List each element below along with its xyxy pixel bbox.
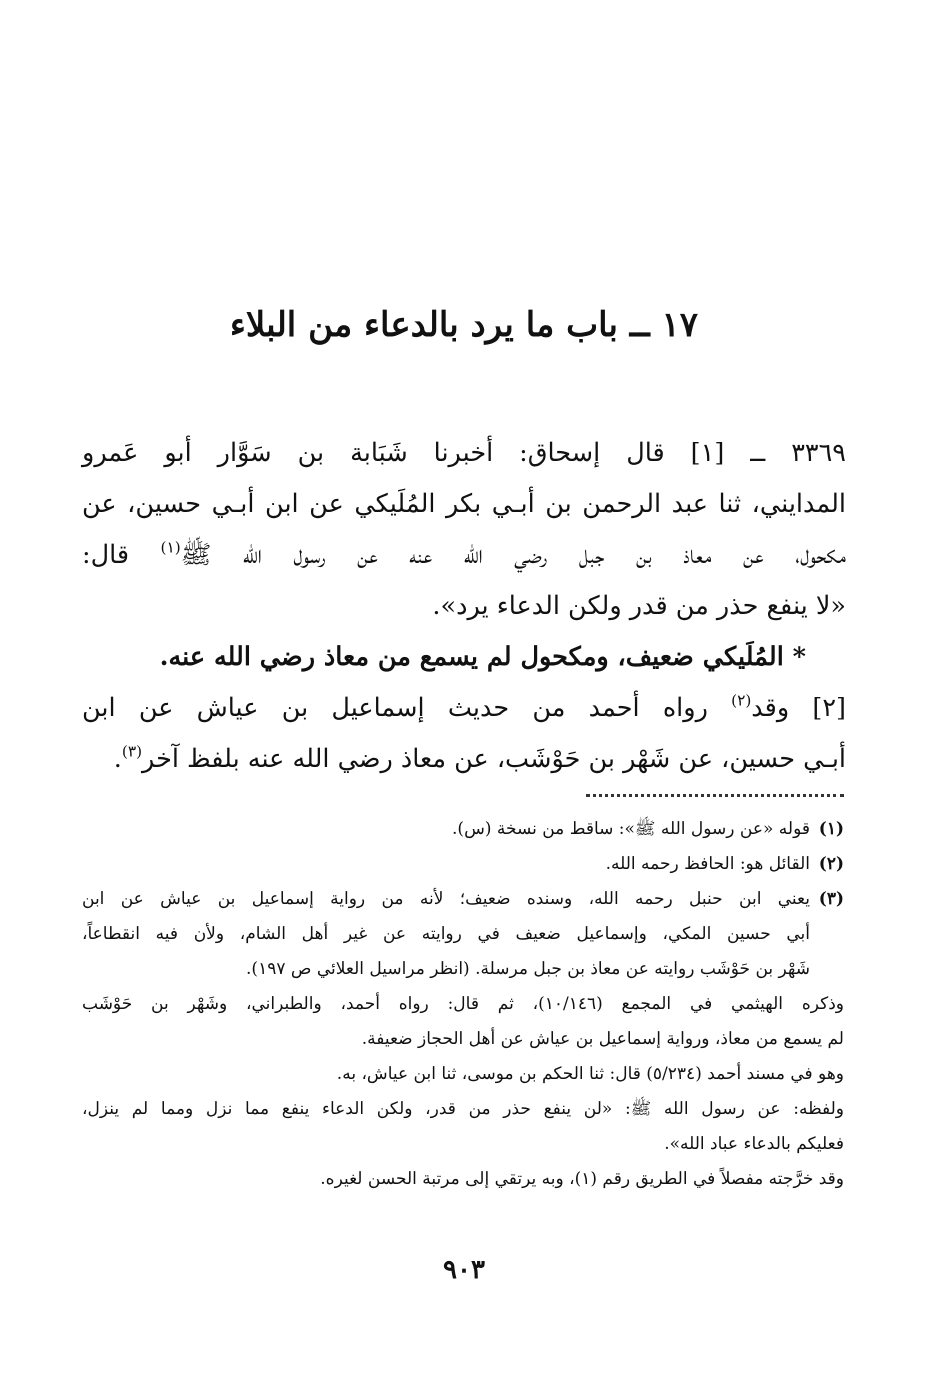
second-route-text: [٢] وقد	[751, 693, 846, 723]
footnotes	[82, 812, 844, 1197]
footnote-1	[82, 812, 844, 847]
footnote-text: قوله «عن رسول الله ﷺ»: ساقط من نسخة (س).	[452, 819, 810, 839]
footnote-number: (٣)	[818, 889, 844, 909]
footnote-ref[interactable]: (٢)	[731, 691, 752, 710]
hadith-text	[82, 428, 846, 785]
footnote-text: يعني ابن حنبل رحمه الله، وسنده ضعيف؛ لأنه من رواية إسماعيل بن عياش عن ابن	[82, 889, 810, 909]
hadith-line-text: مكحول، عن معاذ بن جبل رضي الله عنه عن رسول الله ﷺ	[180, 540, 846, 570]
grading-note: * المُلَيكي ضعيف، ومكحول لم يسمع من معاذ رضي الله عنه.	[159, 642, 806, 672]
page-number: ٩٠٣	[443, 1255, 485, 1285]
second-route-text: أبـي حسين، عن شَهْر بن حَوْشَب، عن معاذ رضي الله عنه بلفظ آخر	[142, 744, 846, 774]
hadith-line	[82, 530, 846, 581]
footnote-text: شَهْر بن حَوْشَب روايته عن معاذ بن جبل مرسلة. (انظر مراسيل العلائي ص ١٩٧).	[246, 959, 810, 979]
footnote-text: ولفظه: عن رسول الله ﷺ: «لن ينفع حذر من قدر، ولكن الدعاء ينفع مما نزل ومما لم ينزل،	[82, 1099, 844, 1119]
footnote-text: أبي حسين المكي، وإسماعيل ضعيف في روايته عن غير أهل الشام، ولأن فيه انقطاعاً،	[82, 924, 810, 944]
footnote-text: وذكره الهيثمي في المجمع (١٠/١٤٦)، ثم قال: رواه أحمد، والطبراني، وشَهْر بن حَوْشَب	[82, 994, 844, 1014]
second-route-line	[82, 683, 846, 734]
footnote-text: فعليكم بالدعاء عباد الله».	[664, 1134, 844, 1154]
footnote-text: القائل هو: الحافظ رحمه الله.	[605, 854, 810, 874]
footnote-divider	[586, 794, 844, 797]
footnote-number: (٢)	[818, 854, 844, 874]
footnote-3	[82, 882, 844, 987]
footnote-text: وهو في مسند أحمد (٥/٢٣٤) قال: ثنا الحكم بن موسى، ثنا ابن عياش، به.	[336, 1064, 844, 1084]
second-route-text: رواه أحمد من حديث إسماعيل بن عياش عن ابن	[82, 693, 732, 723]
footnote-ref[interactable]: (٣)	[121, 742, 143, 761]
chapter-title: ١٧ ــ باب ما يرد بالدعاء من البلاء	[229, 305, 699, 345]
hadith-line: المدايني، ثنا عبد الرحمن بن أبـي بكر المُلَيكي عن ابن أبـي حسين، عن	[82, 489, 846, 519]
footnote-ref[interactable]: (١)	[160, 538, 181, 557]
footnote-3-continuation	[82, 987, 844, 1197]
hadith-line-end: قال:	[82, 540, 161, 570]
second-route-line	[82, 734, 846, 785]
footnote-text: لم يسمع من معاذ، ورواية إسماعيل بن عياش عن أهل الحجاز ضعيفة.	[361, 1029, 844, 1049]
second-route-end: .	[113, 744, 122, 774]
footnote-text: وقد خرَّجته مفصلاً في الطريق رقم (١)، وبه يرتقي إلى مرتبة الحسن لغيره.	[320, 1169, 844, 1189]
footnote-2	[82, 847, 844, 882]
hadith-line: ٣٣٦٩ ــ [١] قال إسحاق: أخبرنا شَبَابة بن سَوَّار أبو عَمرو	[82, 438, 846, 468]
hadith-matn: «لا ينفع حذر من قدر ولكن الدعاء يرد».	[432, 591, 846, 621]
footnote-number: (١)	[818, 819, 844, 839]
